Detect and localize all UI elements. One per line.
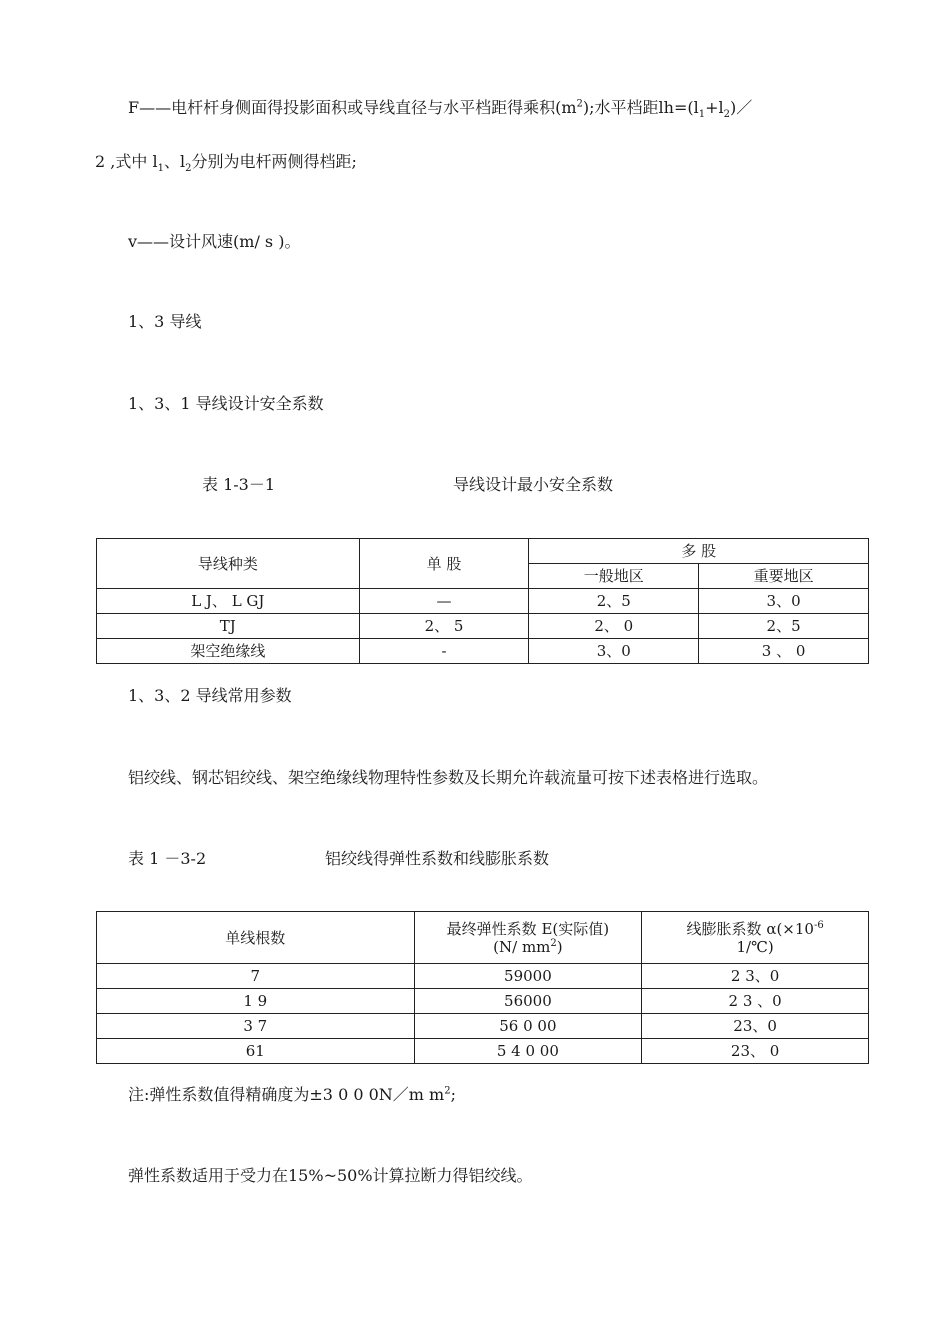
cell-important: 2、5: [699, 614, 869, 639]
table1-number: 表 1-3－1: [202, 475, 276, 494]
cell-expansion: 23、 0: [642, 1039, 869, 1064]
cell-count: 1 9: [97, 989, 415, 1014]
section-heading-1-3-1: 1、3、1 导线设计安全系数: [128, 394, 324, 413]
table-row: [97, 1039, 869, 1064]
cell-important: 3 、 0: [699, 639, 869, 664]
paragraph-v-definition: v——设计风速(m/ s )。: [128, 232, 301, 251]
paragraph-intro: 铝绞线、钢芯铝绞线、架空绝缘线物理特性参数及长期允许载流量可按下述表格进行选取。: [128, 768, 769, 787]
header-general-area: 一般地区: [529, 564, 699, 589]
header-multi-strand: 多 股: [529, 539, 869, 564]
header-expansion-sup: -6: [813, 919, 824, 931]
table-row: [97, 639, 869, 664]
header-expansion-text: 线膨胀系数 α(×10: [686, 919, 814, 938]
header-single-strand: 单 股: [359, 539, 529, 589]
f2-text-c: 分别为电杆两侧得档距;: [191, 152, 357, 171]
header-expansion-line2: 1/℃): [736, 937, 774, 956]
cell-count: 3 7: [97, 1014, 415, 1039]
cell-count: 61: [97, 1039, 415, 1064]
section-heading-1-3-2: 1、3、2 导线常用参数: [128, 686, 292, 705]
f-sub2: 2: [723, 109, 731, 121]
cell-single: —: [359, 589, 529, 614]
f-text-b: );水平档距lh=(l: [582, 98, 699, 117]
f2-sub1: 1: [157, 163, 164, 175]
header-strand-count: 单线根数: [97, 912, 415, 964]
section-heading-1-3: 1、3 导线: [128, 312, 202, 331]
f-text-d: )／: [730, 98, 753, 117]
cell-expansion: 2 3 、0: [642, 989, 869, 1014]
cell-elastic: 5 4 0 00: [414, 1039, 642, 1064]
f-text-c: +l: [705, 98, 724, 117]
note-text-a: 注:弹性系数值得精确度为±3 0 0 0N／m m: [128, 1085, 445, 1104]
table2-title: 铝绞线得弹性系数和线膨胀系数: [325, 849, 550, 868]
table-safety-factors: [96, 538, 869, 664]
cell-type: 架空绝缘线: [97, 639, 360, 664]
table-row: [97, 1014, 869, 1039]
f-text-a: F——电杆杆身侧面得投影面积或导线直径与水平档距得乘积(m: [128, 98, 577, 117]
f2-text-a: 2 ,式中 l: [95, 152, 158, 171]
f-sub1: 1: [698, 109, 706, 121]
table2-number: 表 1 －3-2: [128, 849, 207, 868]
note-sup: 2: [444, 1085, 451, 1097]
cell-elastic: 56000: [414, 989, 642, 1014]
cell-expansion: 2 3、0: [642, 964, 869, 989]
table-row: [97, 989, 869, 1014]
paragraph-f-definition: [128, 98, 753, 121]
paragraph-note-applicability: 弹性系数适用于受力在15%~50%计算拉断力得铝绞线。: [128, 1166, 533, 1185]
cell-type: TJ: [97, 614, 360, 639]
header-conductor-type: 导线种类: [97, 539, 360, 589]
cell-general: 2、5: [529, 589, 699, 614]
header-elastic-close: ): [556, 937, 563, 956]
cell-single: 2、 5: [359, 614, 529, 639]
f2-text-b: 、l: [163, 152, 186, 171]
paragraph-note-precision: [128, 1085, 456, 1105]
f2-sub2: 2: [185, 163, 192, 175]
cell-elastic: 56 0 00: [414, 1014, 642, 1039]
header-elastic-unit: (N/ mm: [493, 937, 551, 956]
table1-title: 导线设计最小安全系数: [453, 475, 614, 494]
header-important-area: 重要地区: [699, 564, 869, 589]
cell-count: 7: [97, 964, 415, 989]
table-row: [97, 964, 869, 989]
table-row: [97, 614, 869, 639]
header-expansion-line1: [642, 920, 868, 938]
cell-type: L J、 L GJ: [97, 589, 360, 614]
header-elastic-modulus: [414, 912, 642, 964]
header-elastic-line2: [415, 938, 642, 956]
cell-important: 3、0: [699, 589, 869, 614]
cell-general: 3、0: [529, 639, 699, 664]
cell-general: 2、 0: [529, 614, 699, 639]
table-elastic-expansion: [96, 911, 869, 1064]
f-sup: 2: [576, 98, 583, 110]
cell-elastic: 59000: [414, 964, 642, 989]
header-expansion-coefficient: [642, 912, 869, 964]
paragraph-f-continuation: [95, 152, 357, 175]
cell-expansion: 23、0: [642, 1014, 869, 1039]
header-elastic-sup: 2: [550, 937, 557, 949]
header-elastic-line1: 最终弹性系数 E(实际值): [446, 919, 610, 938]
cell-single: -: [359, 639, 529, 664]
note-text-b: ;: [450, 1085, 456, 1104]
table-row: [97, 589, 869, 614]
